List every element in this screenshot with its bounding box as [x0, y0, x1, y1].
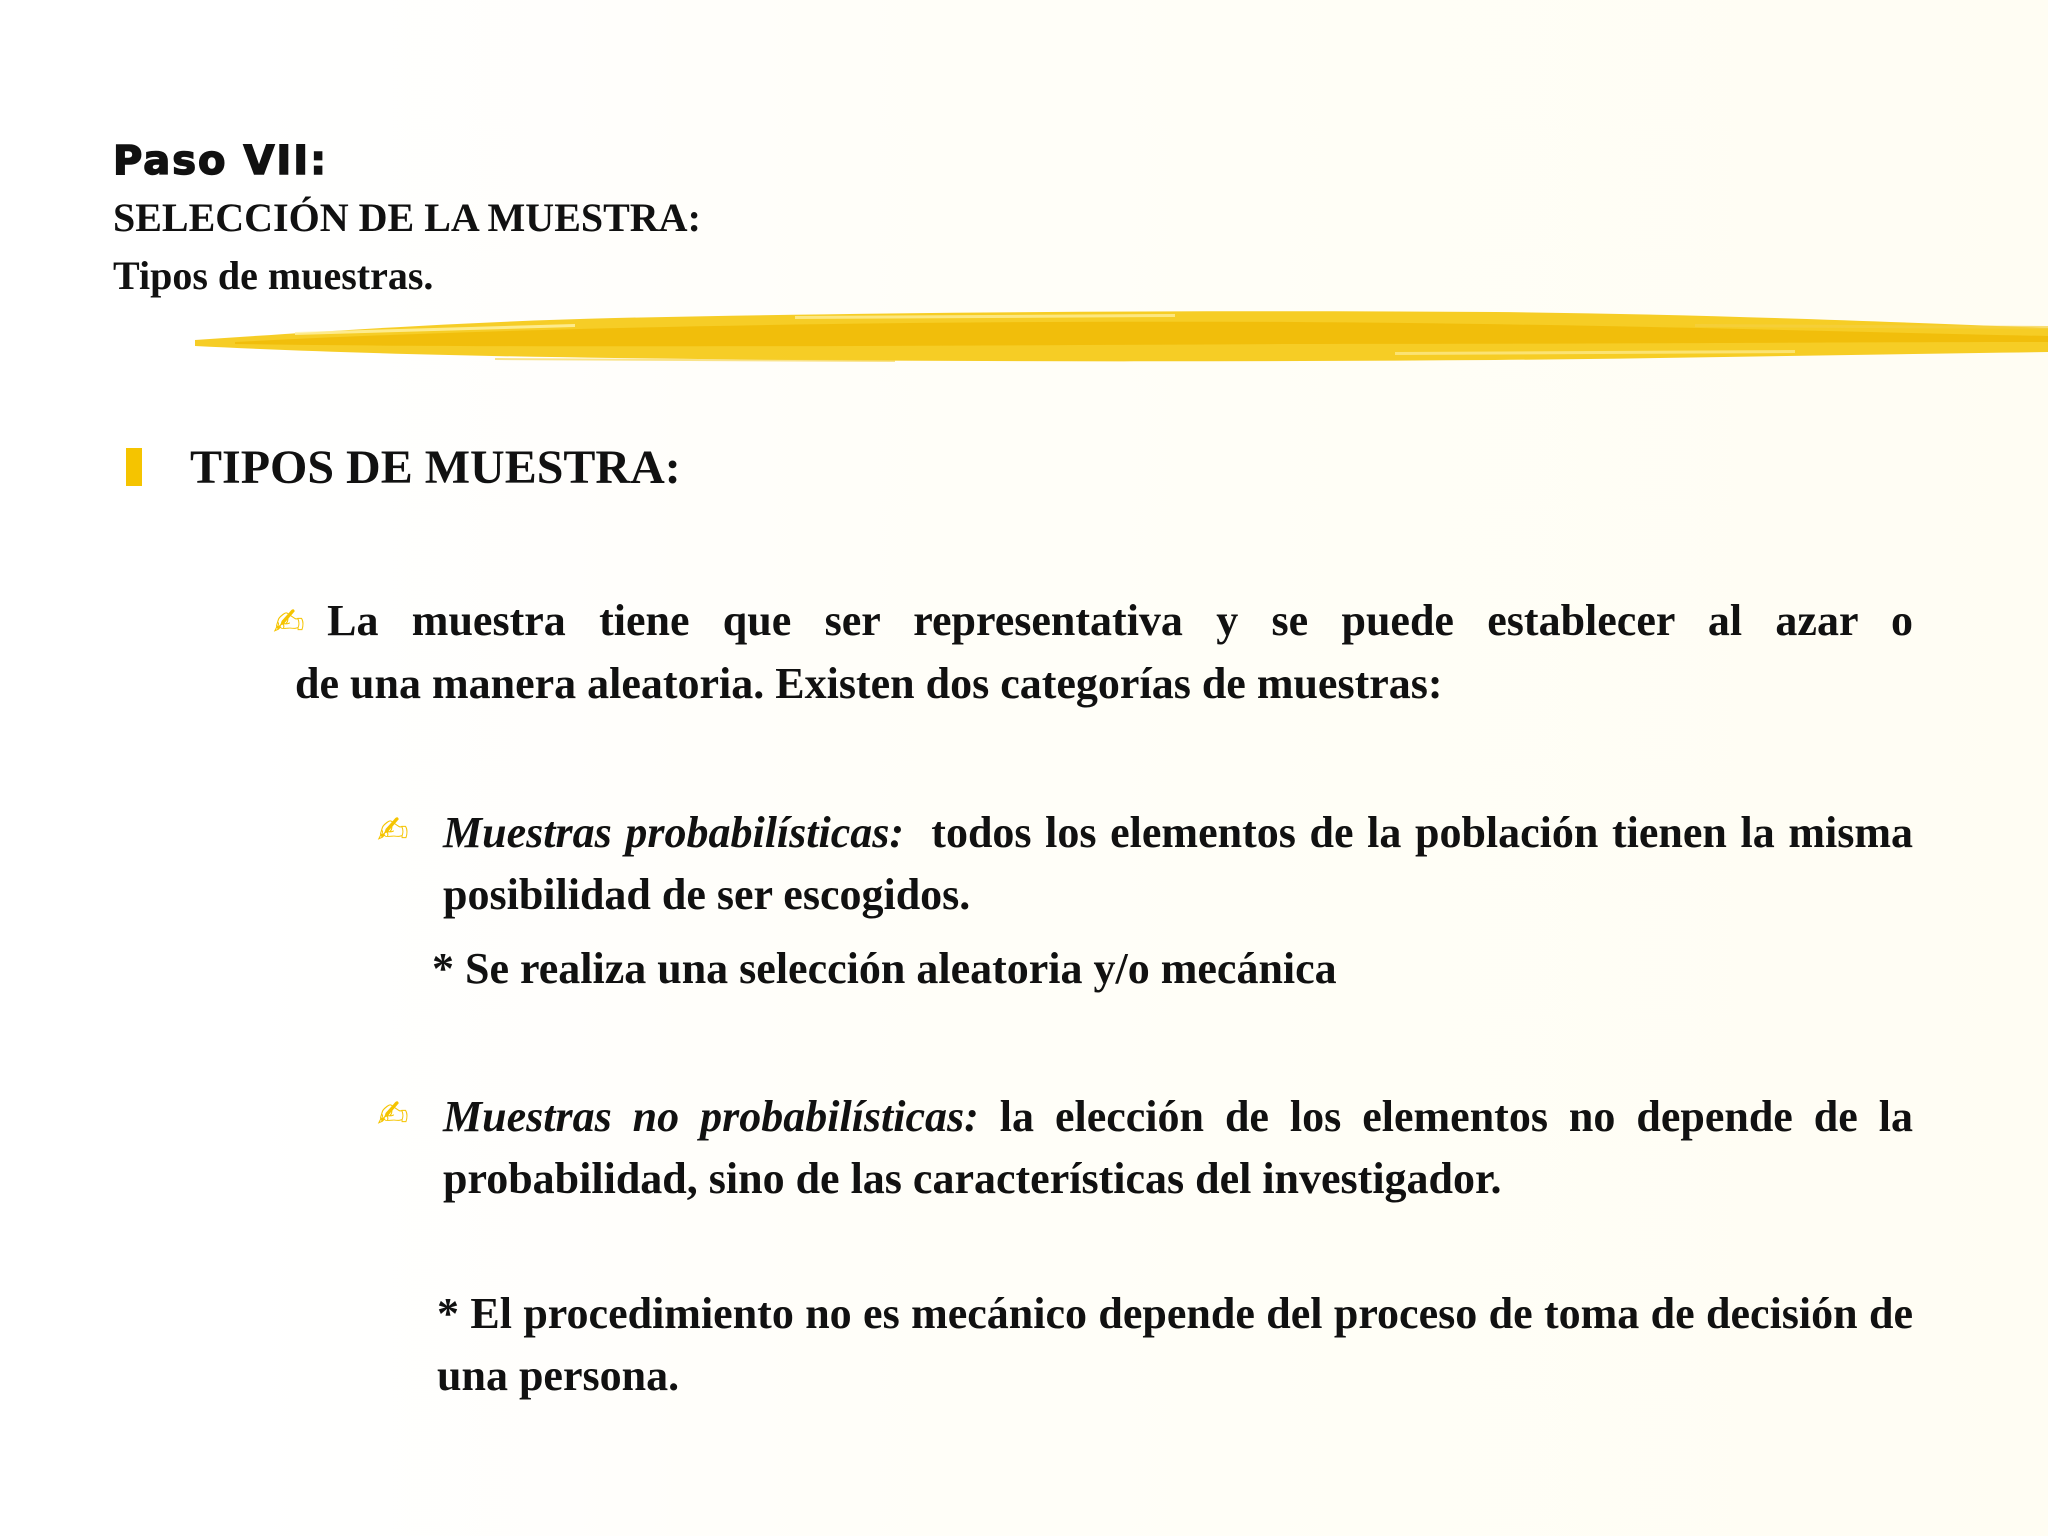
- pencil-writing-hand-icon: ✍: [273, 600, 328, 644]
- yellow-square-bullet-icon: [126, 448, 142, 486]
- item-description: todos los elementos de la población tienen la misma posibilidad de ser escogidos.: [443, 808, 1914, 919]
- item-note: * Se realiza una selección aleatoria y/o mecánica: [432, 944, 1337, 993]
- slide-subsection-title: Tipos de muestras.: [113, 253, 434, 298]
- pencil-writing-hand-icon: ✍: [377, 808, 409, 852]
- intro-text-line-1: La muestra tiene que ser representativa y se puede establecer al azar o: [327, 596, 1914, 645]
- brush-stroke-divider: [195, 302, 2048, 372]
- intro-text-line-2: de una manera aleatoria. Existen dos categorías de muestras:: [295, 659, 1443, 708]
- item-term: Muestras no probabilísticas:: [443, 1092, 979, 1141]
- section-heading: TIPOS DE MUESTRA:: [190, 441, 681, 494]
- list-item-probabilistic: [443, 802, 1913, 926]
- slide-step-title: Paso VII:: [113, 138, 329, 184]
- item-note: * El procedimiento no es mecánico depende del proceso de toma de decisión de una persona.: [437, 1289, 1913, 1400]
- item-description: la elección de los elementos no depende de la probabilidad, sino de las características del investigador.: [443, 1092, 1913, 1203]
- pencil-writing-hand-icon: ✍: [377, 1092, 409, 1136]
- slide-section-title: SELECCIÓN DE LA MUESTRA:: [113, 195, 701, 240]
- item-term: Muestras probabilísticas:: [443, 808, 905, 857]
- intro-first-line: [273, 590, 1913, 653]
- list-item-non-probabilistic: [443, 1086, 1913, 1210]
- intro-paragraph: [273, 590, 1914, 715]
